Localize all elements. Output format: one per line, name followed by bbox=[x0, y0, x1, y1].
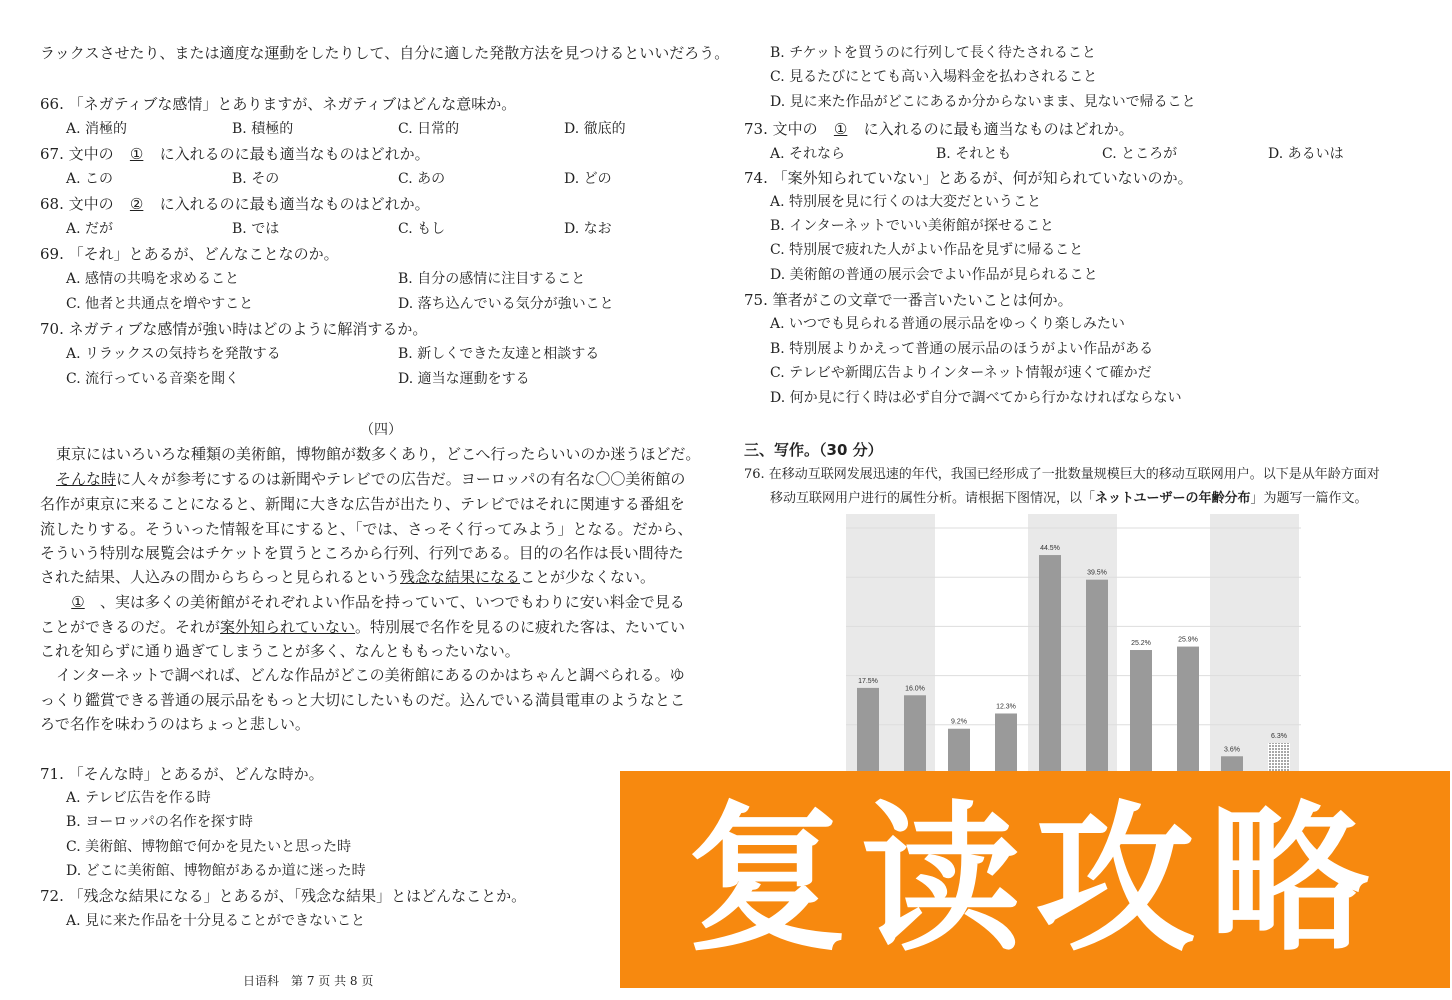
passage-line-5: そういう特別な展覧会はチケットを買うところから行列、行列である。目的の名作は長い間待た bbox=[40, 544, 684, 562]
q68-option-c: C. もし bbox=[398, 221, 446, 237]
chart-data-label: 39.5% bbox=[1087, 569, 1107, 577]
q73-option-b: B. それとも bbox=[936, 146, 1012, 162]
chart-bar-s1-g0 bbox=[904, 695, 926, 774]
section-3-heading: 三、写作。（30 分） bbox=[744, 441, 883, 459]
q75-option-b: B. 特別展よりかえって普通の展示品のほうがよい作品がある bbox=[770, 341, 1154, 357]
underline-angai: 案外知られていない bbox=[220, 618, 356, 636]
q74-option-d: D. 美術館の普通の展示会でよい作品が見られること bbox=[770, 267, 1098, 283]
section-4-heading: （四） bbox=[360, 422, 402, 438]
q66-option-b: B. 積極的 bbox=[232, 121, 294, 137]
q73-option-a: A. それなら bbox=[770, 146, 846, 162]
passage-line-9: これを知らずに通り過ぎてしまうことが多く、なんとももったいない。 bbox=[40, 642, 520, 660]
chart-data-label: 25.9% bbox=[1178, 636, 1198, 644]
q68-option-a: A. だが bbox=[66, 221, 114, 237]
watermark-banner bbox=[620, 771, 1450, 988]
q70-option-b: B. 新しくできた友達と相談する bbox=[398, 346, 600, 362]
q67-stem: 67. 文中の ① に入れるのに最も適当なものはどれか。 bbox=[40, 145, 430, 163]
q67-option-d: D. どの bbox=[564, 171, 612, 187]
q70-option-c: C. 流行っている音楽を聞く bbox=[66, 371, 240, 387]
q66-option-a: A. 消極的 bbox=[66, 121, 128, 137]
bar-chart-svg bbox=[846, 514, 1301, 774]
passage-line-6: された結果、人込みの間からちらっと見られるという残念な結果になることが少なくない。 bbox=[40, 568, 656, 586]
passage-line-10: インターネットで調べれば、どんな作品がどこの美術館にあるのかはちゃんと調べられる。ゆ bbox=[56, 666, 685, 684]
q75-option-d: D. 何か見に行く時は必ず自分で調べてから行かなければならない bbox=[770, 390, 1182, 406]
q71-option-b: B. ヨーロッパの名作を探す時 bbox=[66, 814, 253, 830]
passage-line-4: 流したりする。そういった情報を耳にすると、「では、さっそく行ってみよう」となる。だから、 bbox=[40, 520, 693, 538]
passage-line-3: 名作が東京に来ることになると、新聞に大きな広告が出たり、テレビではそれに関連する番組を bbox=[40, 495, 685, 513]
page-footer: 日语科 第 7 页 共 8 页 bbox=[243, 974, 374, 988]
q74-stem: 74. 「案外知られていない」とあるが、何が知られていないのか。 bbox=[744, 169, 1193, 187]
passage-line-2: そんな時に人々が参考にするのは新聞やテレビでの広告だ。ヨーロッパの有名な〇〇美術館の bbox=[56, 470, 686, 488]
chart-data-label: 16.0% bbox=[905, 685, 925, 693]
chart-data-label: 44.5% bbox=[1040, 545, 1060, 553]
banner-text: 复读攻略 bbox=[686, 785, 1383, 973]
age-distribution-chart bbox=[846, 514, 1301, 774]
q70-stem: 70. ネガティブな感情が強い時はどのように解消するか。 bbox=[40, 320, 428, 338]
passage-line-1: 東京にはいろいろな種類の美術館，博物館が数多くあり，どこへ行ったらいいのか迷うほどだ。 bbox=[56, 445, 701, 463]
chart-data-label: 25.2% bbox=[1131, 640, 1151, 648]
q74-option-b: B. インターネットでいい美術館が探せること bbox=[770, 218, 1054, 234]
q71-option-a: A. テレビ広告を作る時 bbox=[66, 790, 211, 806]
q73-stem: 73. 文中の ① に入れるのに最も適当なものはどれか。 bbox=[744, 120, 1134, 138]
chart-bar-s0-g0 bbox=[857, 688, 879, 774]
q75-option-c: C. テレビや新聞広告よりインターネット情報が速くて確かだ bbox=[770, 365, 1152, 381]
q72-option-a: A. 見に来た作品を十分見ることができないこと bbox=[66, 913, 366, 929]
chart-data-label: 6.3% bbox=[1271, 733, 1287, 741]
q68-option-d: D. なお bbox=[564, 221, 612, 237]
q70-option-d: D. 適当な運動をする bbox=[398, 371, 530, 387]
q68-blank: ② bbox=[129, 195, 144, 213]
q73-blank: ① bbox=[833, 120, 848, 138]
q71-option-d: D. どこに美術館、博物館があるか道に迷った時 bbox=[66, 863, 366, 879]
chart-data-label: 17.5% bbox=[858, 677, 878, 685]
chart-data-label: 9.2% bbox=[951, 718, 967, 726]
q69-option-d: D. 落ち込んでいる気分が強いこと bbox=[398, 296, 614, 312]
q68-option-b: B. では bbox=[232, 221, 280, 237]
passage-line-8: ことができるのだ。それが案外知られていない。特別展で名作を見るのに疲れた客は、たいてい bbox=[40, 618, 686, 636]
q66-option-d: D. 徹底的 bbox=[564, 121, 626, 137]
q68-stem: 68. 文中の ② に入れるのに最も適当なものはどれか。 bbox=[40, 195, 430, 213]
q69-option-a: A. 感情の共鳴を求めること bbox=[66, 271, 240, 287]
q66-option-c: C. 日常的 bbox=[398, 121, 460, 137]
chart-bar-s1-g1 bbox=[995, 713, 1017, 774]
chart-bar-s1-g2 bbox=[1086, 580, 1108, 774]
q72-option-c: C. 見るたびにとても高い入場料金を払わされること bbox=[770, 69, 1098, 85]
passage-line-11: っくり鑑賞できる普通の展示品をもっと大切にしたいものだ。込んでいる満員電車のようなとこ bbox=[40, 691, 686, 709]
q72-option-b: B. チケットを買うのに行列して長く待たされること bbox=[770, 45, 1096, 61]
passage-3-tail: ラックスさせたり、または適度な運動をしたりして、自分に適した発散方法を見つけるといいだろう。 bbox=[40, 44, 730, 62]
passage-line-7: ① 、実は多くの美術館がそれぞれよい作品を持っていて、いつでもわりに安い料金で見る bbox=[56, 592, 685, 612]
q67-blank: ① bbox=[129, 145, 144, 163]
q75-stem: 75. 筆者がこの文章で一番言いたいことは何か。 bbox=[744, 291, 1073, 309]
q67-option-b: B. その bbox=[232, 171, 280, 187]
passage-line-12: ろで名作を味わうのはちょっと悲しい。 bbox=[40, 715, 310, 733]
q69-stem: 69. 「それ」とあるが、どんなことなのか。 bbox=[40, 245, 339, 263]
q76-line-2: 移动互联网用户进行的属性分析。请根据下图情况，以「ネットユーザーの年齢分布」为题写一篇作文。 bbox=[770, 491, 1368, 506]
q72-option-d: D. 見に来た作品がどこにあるか分からないまま、見ないで帰ること bbox=[770, 94, 1196, 110]
chart-bar-s0-g1 bbox=[948, 729, 970, 774]
q71-stem: 71. 「そんな時」とあるが、どんな時か。 bbox=[40, 765, 324, 783]
q67-option-c: C. あの bbox=[398, 171, 446, 187]
q74-option-a: A. 特別展を見に行くのは大変だということ bbox=[770, 194, 1042, 210]
passage-blank-1: ① bbox=[71, 593, 85, 611]
chart-data-label: 12.3% bbox=[996, 703, 1016, 711]
q75-option-a: A. いつでも見られる普通の展示品をゆっくり楽しみたい bbox=[770, 316, 1125, 332]
q69-option-b: B. 自分の感情に注目すること bbox=[398, 271, 586, 287]
q71-option-c: C. 美術館、博物館で何かを見たいと思った時 bbox=[66, 839, 352, 855]
underline-zannen: 残念な結果になる bbox=[400, 568, 521, 586]
underline-sonna-toki: そんな時 bbox=[56, 470, 117, 488]
chart-bar-s0-g3 bbox=[1130, 650, 1152, 774]
q66-stem: 66. 「ネガティブな感情」とありますが、ネガティブはどんな意味か。 bbox=[40, 95, 517, 113]
q67-option-a: A. この bbox=[66, 171, 114, 187]
q70-option-a: A. リラックスの気持ちを発散する bbox=[66, 346, 281, 362]
q74-option-c: C. 特別展で疲れた人がよい作品を見ずに帰ること bbox=[770, 242, 1084, 258]
chart-bar-s1-g3 bbox=[1177, 647, 1199, 774]
q73-option-d: D. あるいは bbox=[1268, 146, 1344, 162]
chart-bar-s0-g2 bbox=[1039, 555, 1061, 774]
q73-option-c: C. ところが bbox=[1102, 146, 1178, 162]
q72-stem: 72. 「残念な結果になる」とあるが、「残念な結果」とはどんなことか。 bbox=[40, 887, 527, 905]
essay-title: ネットユーザーの年齢分布 bbox=[1095, 491, 1251, 506]
chart-bar-s1-g4 bbox=[1268, 743, 1290, 774]
q76-line-1: 76. 在移动互联网发展迅速的年代，我国已经形成了一批数量规模巨大的移动互联网用户。以下是从年龄方面对 bbox=[744, 467, 1380, 482]
q69-option-c: C. 他者と共通点を増やすこと bbox=[66, 296, 254, 312]
chart-data-label: 3.6% bbox=[1224, 746, 1240, 754]
